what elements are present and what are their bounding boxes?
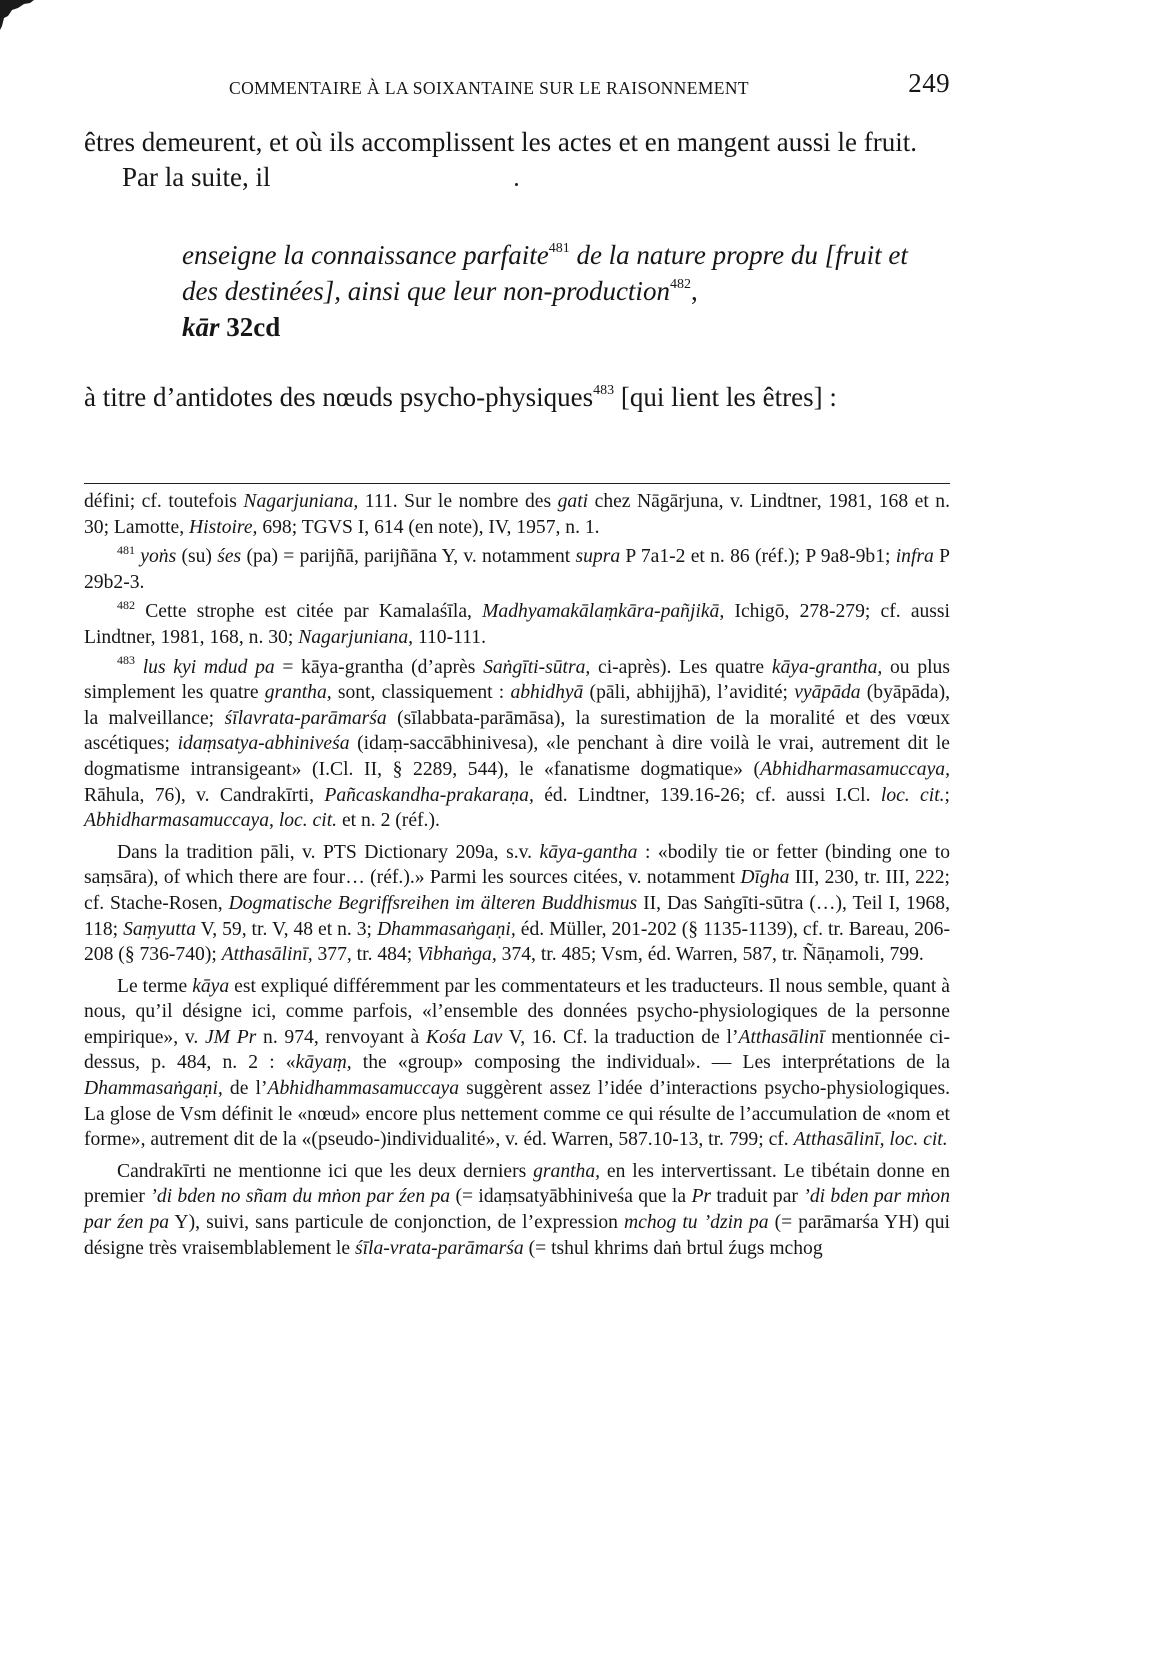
footnote-483-pali-paragraph: Dans la tradition pāli, v. PTS Dictionary 209a, s.v. kāya-gantha : «bodily tie or fetter (binding one to saṃsāra), of which there are four… (réf.).» Parmi les sources citées, v. notamment Dīgha III, 230, tr. III, 222; cf. Stache-Rosen, Dogmatische Begriffsreihen im älteren Buddhismus II, Das Saṅgīti-sūtra (…), Teil I, 1968, 118; Saṃyutta V, 59, tr. V, 48 et n. 3; Dhammasaṅgaṇi, éd. Müller, 201-202 (§ 1135-1139), cf. tr. Bareau, 206-208 (§ 736-740); Atthasālinī, 377, tr. 484; Vibhaṅga, 374, tr. 485; Vsm, éd. Warren, 587, tr. Ñāṇamoli, 799.	[84, 841, 950, 966]
footnote-482: $^{482}$ Cette strophe est citée par Kamalaśīla, Madhyamakālaṃkāra-pañjikā, Ichigō, 278-279; cf. aussi Lindtner, 1981, 168, n. 30; Nagarjuniana, 110-111.	[84, 597, 951, 648]
stray-dot	[515, 183, 518, 186]
karika-quote	[182, 237, 950, 345]
footnote-ref-482[interactable]: 482	[669, 277, 691, 292]
paragraph-1: êtres demeurent, et où ils accomplissent les actes et en mangent aussi le fruit.	[84, 127, 917, 157]
footnote-ref-481[interactable]: 481	[548, 241, 570, 256]
footnote-483-kaya-paragraph: Le terme kāya est expliqué différemment par les commentateurs et les traducteurs. Il nous semble, quant à nous, qu’il désigne ici, comme parfois, «l’ensemble des données psycho-physiologiques de la personne empirique», v. JM Pr n. 974, renvoyant à Kośa Lav V, 16. Cf. la traduction de l’Atthasālinī mentionnée ci-dessus, p. 484, n. 2 : «kāyaṃ, the «group» composing the individual». — Les interprétations de la Dhammasaṅgaṇi, de l’Abhidhammasamuccaya suggèrent assez l’idée d’interactions psycho-physiologiques. La glose de Vsm définit le «nœud» encore plus nettement comme ce qui résulte de l’accumulation de «nom et forme», autrement dit de la «(pseudo-)individualité», v. éd. Warren, 587.10-13, tr. 799; cf. Atthasālinī, loc. cit.	[84, 975, 950, 1151]
p3-part-a: à titre d’antidotes des nœuds psycho-physiques	[84, 382, 594, 412]
footnote-number: 481	[117, 542, 135, 557]
footnote-ref-483[interactable]: 483	[593, 383, 615, 398]
footnote-continuation: défini; cf. toutefois Nagarjuniana, 111. Sur le nombre des gati chez Nāgārjuna, v. Lindtner, 1981, 168 et n. 30; Lamotte, Histoire, 698; TGVS I, 614 (en note), IV, 1957, n. 1.	[84, 491, 951, 538]
main-text	[84, 125, 950, 415]
footnotes	[84, 489, 950, 1265]
paragraph-2: Par la suite, il	[122, 162, 271, 192]
footnote-number: 483	[117, 653, 135, 668]
scan-corner-mark	[0, 0, 34, 30]
footnote-number: 482	[117, 597, 135, 612]
p3-part-b: [qui lient les êtres] :	[614, 382, 837, 412]
footnote-483-candrakirti-paragraph: Candrakīrti ne mentionne ici que les deux derniers grantha, en les intervertissant. Le tibétain donne en premier ’di bden no sñam du mṅon par źen pa (= idaṃsatyābhiniveśa que la Pr traduit par ’di bden par mṅon par źen pa Y), suivi, sans particule de conjonction, de l’expression mchog tu ’dzin pa (= parāmarśa YH) qui désigne très vraisemblablement le śīla-vrata-parāmarśa (= tshul khrims daṅ brtul źugs mchog	[84, 1160, 950, 1259]
footnote-rule	[84, 483, 950, 484]
footnote-483: $^{483}$ lus kyi mdud pa = kāya-grantha (d’après Saṅgīti-sūtra, ci-après). Les quatre kāya-grantha, ou plus simplement les quatre grantha, sont, classiquement : abhidhyā (pāli, abhijjhā), l’avidité; vyāpāda (byāpāda), la malveillance; śīlavrata-parāmarśa (sīlabbata-parāmāsa), la surestimation de la moralité et des vœux ascétiques; idaṃsatya-abhiniveśa (idaṃ-saccābhinivesa), «le penchant à dire voilà le vrai, autrement dit le dogmatisme intransigeant» (I.Cl. II, § 2289, 544), le «fanatisme dogmatique» (Abhidharmasamuccaya, Rāhula, 76), v. Candrakīrti, Pañcaskandha-prakaraṇa, éd. Lindtner, 139.16-26; cf. aussi I.Cl. loc. cit.; Abhidharmasamuccaya, loc. cit. et n. 2 (réf.).	[84, 653, 951, 832]
running-title: COMMENTAIRE À LA SOIXANTAINE SUR LE RAISONNEMENT	[229, 78, 749, 98]
karika-abbrev: kār	[182, 312, 220, 342]
footnote-481: $^{481}$ yoṅs (su) śes (pa) = parijñā, parijñāna Y, v. notamment supra P 7a1-2 et n. 86 (réf.); P 9a8-9b1; infra P 29b2-3.	[84, 542, 951, 593]
karika-reference	[182, 312, 280, 342]
page-header	[84, 68, 950, 102]
karika-number: 32cd	[226, 312, 281, 342]
paragraph-3	[84, 380, 950, 415]
quote-part-a: enseigne la connaissance parfaite	[182, 240, 549, 270]
quote-part-c: ,	[690, 276, 698, 306]
quote-part-b: de la nature propre du [fruit et des destinées], ainsi que leur non-production	[182, 240, 908, 306]
page-number: 249	[908, 68, 950, 98]
